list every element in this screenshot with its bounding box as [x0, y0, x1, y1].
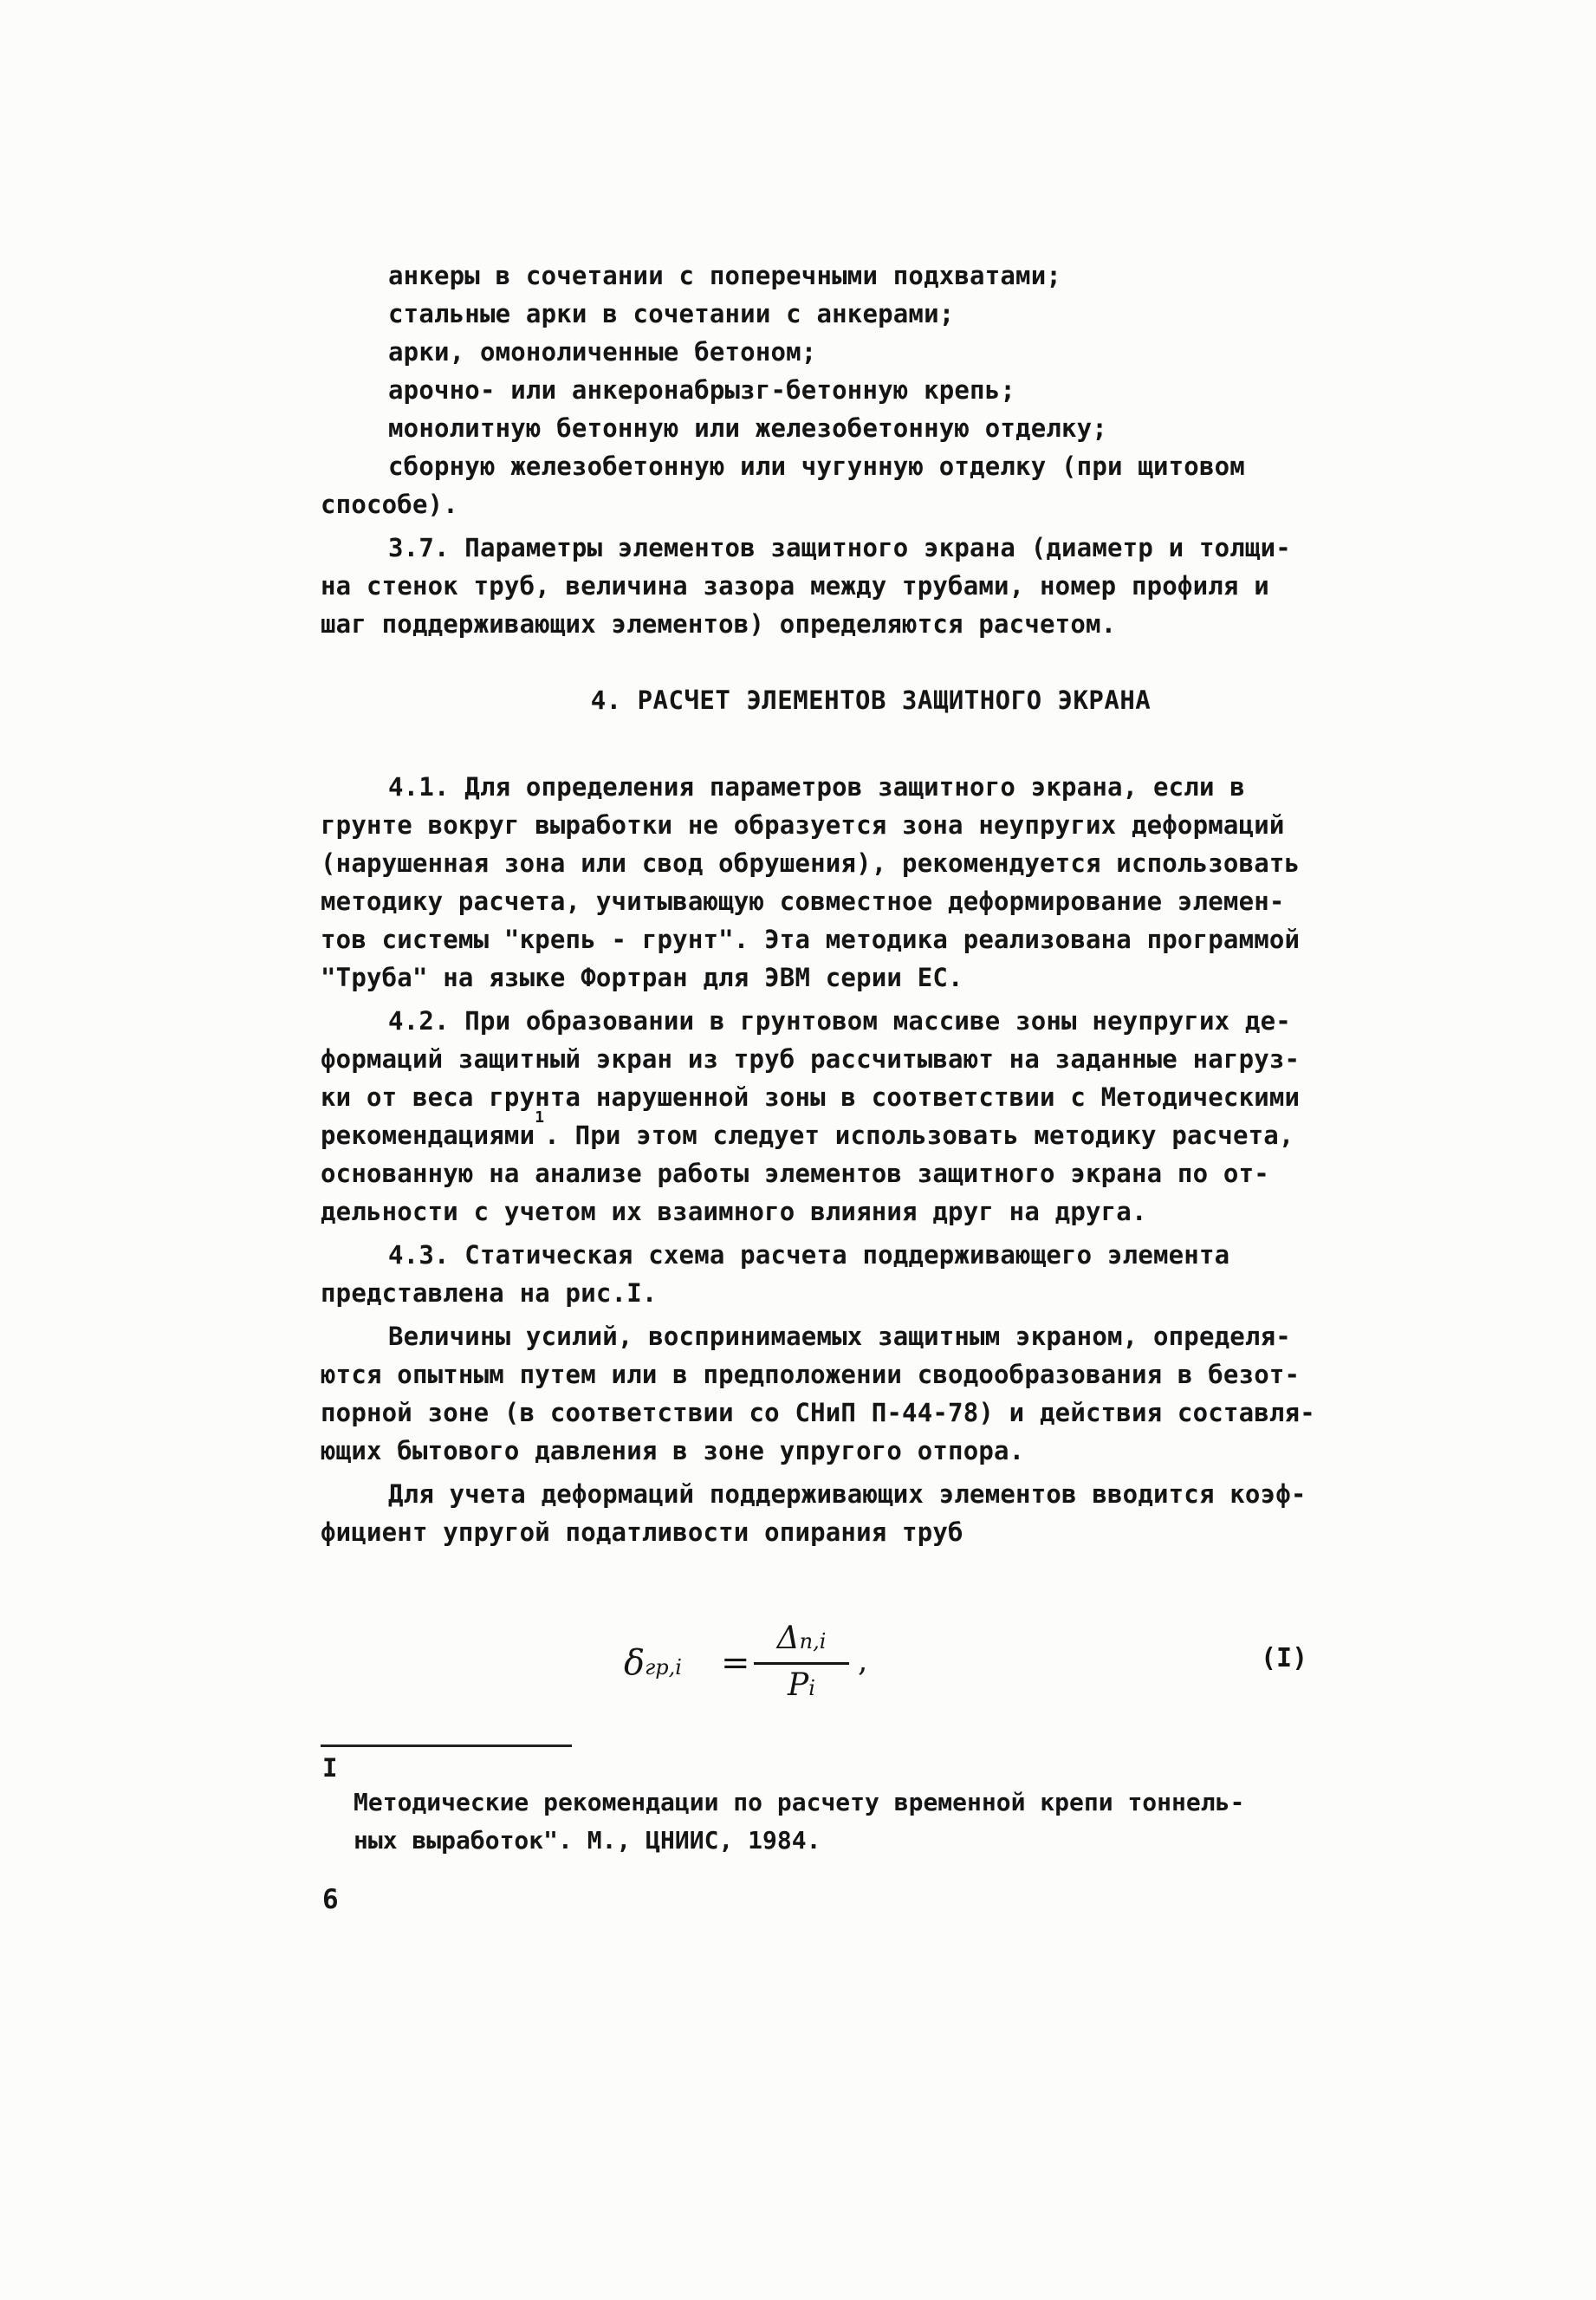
paragraph-4-1-line: (нарушенная зона или свод обрушения), рекомендуется использовать — [321, 848, 1301, 878]
paragraph-4-1-line: грунте вокруг выработки не образуется зона неупругих деформаций — [321, 810, 1285, 840]
coefficient-paragraph-line: фициент упругой податливости опирания труб — [321, 1517, 963, 1547]
paragraph-4-1-line: методику расчета, учитывающую совместное деформирование элемен- — [321, 887, 1285, 916]
formula-denominator — [754, 1667, 849, 1703]
list-item: монолитную бетонную или железобетонную отделку; — [388, 413, 1107, 443]
footnote-line: ных выработок". М., ЦНИИС, 1984. — [354, 1826, 821, 1855]
list-item: арки, омоноличенные бетоном; — [388, 337, 817, 367]
section-heading: 4. РАСЧЕТ ЭЛЕМЕНТОВ ЗАЩИТНОГО ЭКРАНА — [590, 685, 1152, 715]
forces-paragraph-line: ются опытным путем или в предположении сводообразования в безот- — [321, 1360, 1301, 1389]
list-item: стальные арки в сочетании с анкерами; — [388, 299, 955, 328]
list-item: сборную железобетонную или чугунную отделку (при щитовом — [388, 452, 1245, 481]
fraction-bar — [754, 1662, 849, 1665]
formula-equals: = — [721, 1643, 750, 1683]
paragraph-4-2-line: формаций защитный экран из труб рассчитывают на заданные нагруз- — [321, 1044, 1301, 1074]
footnote-mark: I — [322, 1753, 338, 1783]
formula — [624, 1621, 970, 1716]
list-item-continuation: способе). — [321, 490, 458, 519]
formula-lhs-subscript: гр,i — [645, 1655, 682, 1680]
paragraph-4-2-line: 4.2. При образовании в грунтовом массиве зоны неупругих де- — [388, 1006, 1291, 1036]
paragraph-4-1-line: 4.1. Для определения параметров защитного экрана, если в — [388, 772, 1245, 802]
paragraph-4-3-line: 4.3. Статическая схема расчета поддерживающего элемента — [388, 1240, 1230, 1270]
paragraph-4-2-line — [321, 1108, 1421, 1153]
footnote-divider — [321, 1744, 572, 1747]
formula-numerator-symbol: Δ — [776, 1621, 800, 1656]
formula-lhs — [624, 1643, 682, 1683]
paragraph-3-7-line: шаг поддерживающих элементов) определяются расчетом. — [321, 609, 1117, 639]
formula-number: (I) — [1261, 1643, 1308, 1673]
paragraph-4-1-line: "Труба" на языке Фортран для ЭВМ серии ЕС. — [321, 963, 963, 992]
forces-paragraph-line: ющих бытового давления в зоне упругого отпора. — [321, 1436, 1025, 1465]
paragraph-4-2-line: ки от веса грунта нарушенной зоны в соответствии с Методическими — [321, 1082, 1301, 1112]
paragraph-4-1-line: тов системы "крепь - грунт". Эта методика реализована программой — [321, 925, 1301, 954]
forces-paragraph-line: порной зоне (в соответствии со СНиП П-44-78) и действия составля- — [321, 1398, 1315, 1427]
formula-denominator-symbol: P — [788, 1667, 809, 1703]
paragraph-3-7-line: на стенок труб, величина зазора между трубами, номер профиля и — [321, 571, 1269, 601]
paragraph-4-2-line: дельности с учетом их взаимного влияния друг на друга. — [321, 1197, 1147, 1226]
list-item: арочно- или анкеронабрызг-бетонную крепь; — [388, 375, 1016, 405]
formula-denominator-subscript: i — [808, 1676, 815, 1700]
paragraph-4-2-text: . При этом следует использовать методику расчета, — [544, 1121, 1294, 1150]
paragraph-4-2-line: основанную на анализе работы элементов защитного экрана по от- — [321, 1159, 1269, 1188]
footnote-line: Методические рекомендации по расчету временной крепи тоннель- — [354, 1788, 1245, 1816]
list-item: анкеры в сочетании с поперечными подхватами; — [388, 261, 1062, 290]
paragraph-3-7-line: 3.7. Параметры элементов защитного экрана (диаметр и толщи- — [388, 533, 1291, 562]
page-number: 6 — [322, 1884, 339, 1915]
forces-paragraph-line: Величины усилий, воспринимаемых защитным экраном, определя- — [388, 1322, 1291, 1351]
footnote-reference: 1 — [535, 1108, 545, 1127]
formula-numerator-subscript: п,i — [799, 1629, 827, 1654]
formula-numerator — [754, 1621, 849, 1656]
paragraph-4-2-text: рекомендациями — [321, 1121, 535, 1150]
paragraph-4-3-line: представлена на рис.I. — [321, 1278, 658, 1308]
formula-comma: , — [858, 1643, 868, 1679]
coefficient-paragraph-line: Для учета деформаций поддерживающих элементов вводится коэф- — [388, 1479, 1307, 1509]
formula-lhs-symbol: δ — [624, 1643, 646, 1683]
